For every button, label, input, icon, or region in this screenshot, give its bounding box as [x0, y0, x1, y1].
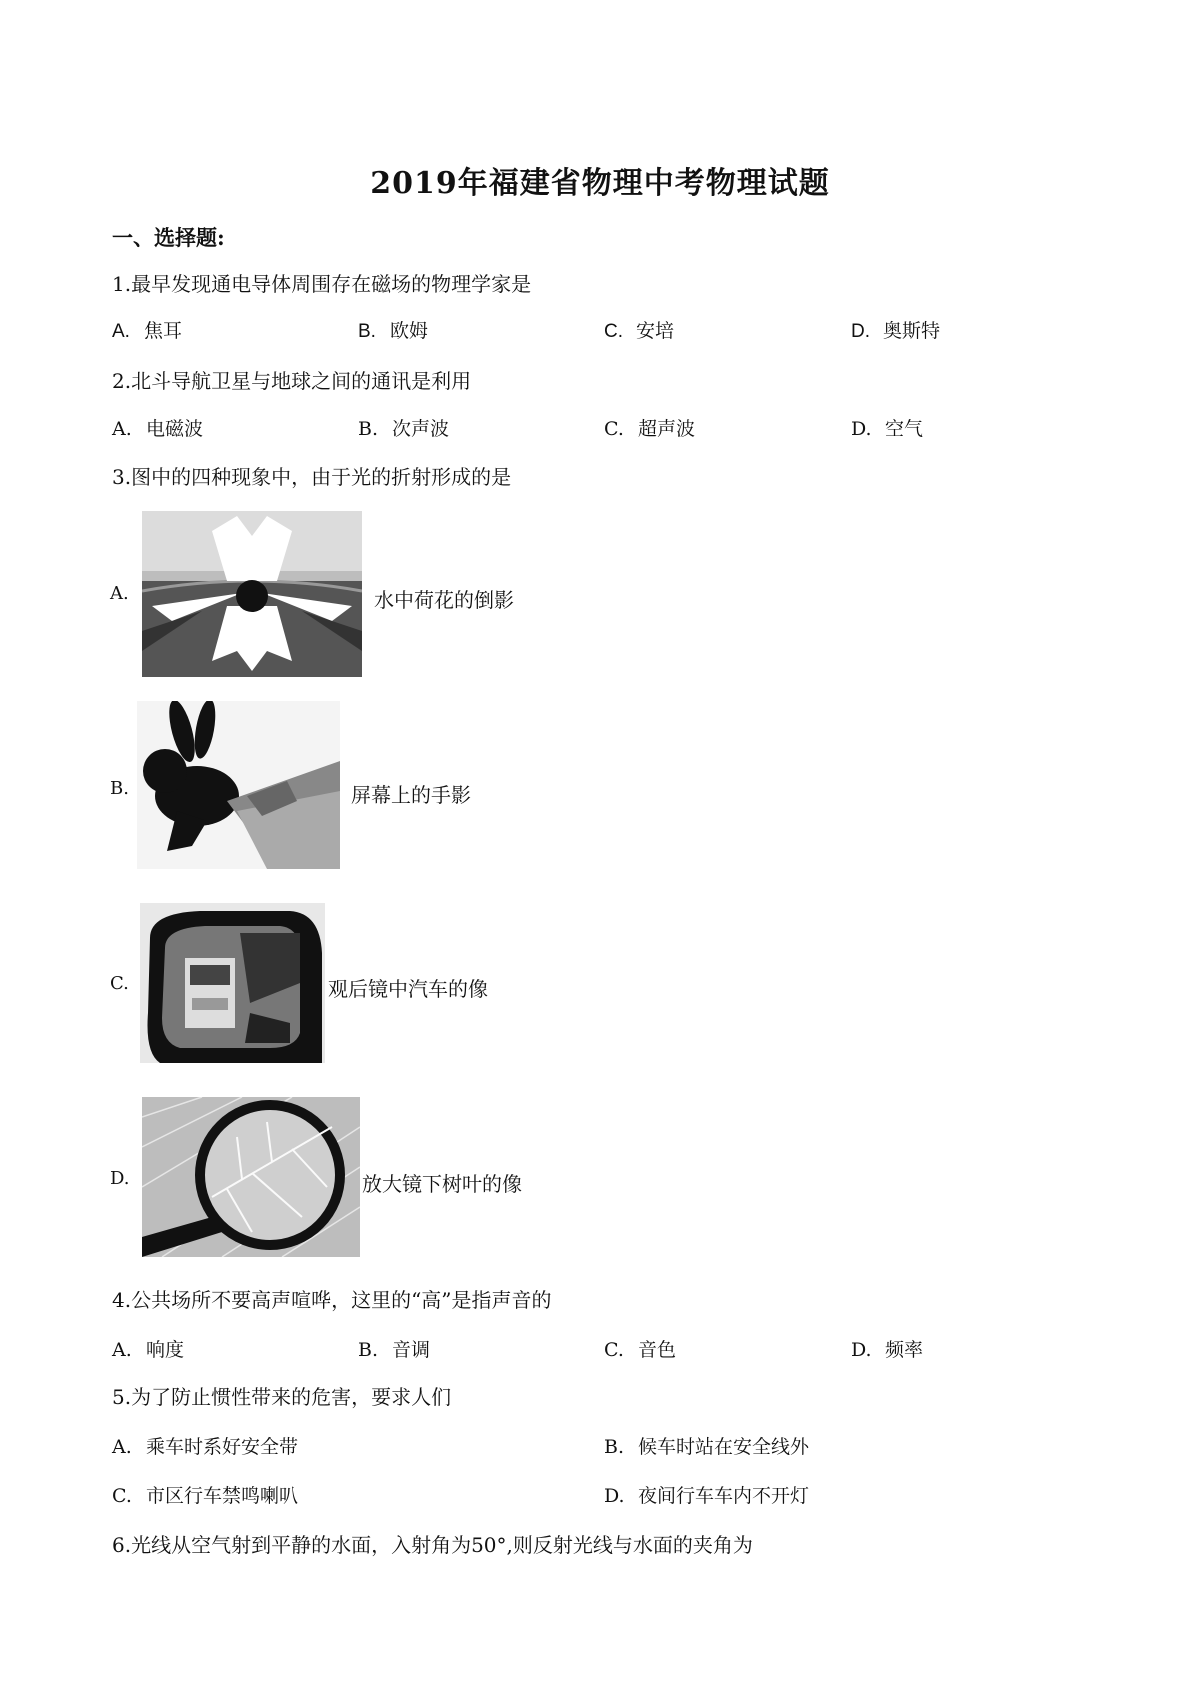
question-3-stem: 3.图中的四种现象中，由于光的折射形成的是	[112, 465, 512, 489]
question-4-option-a: A. 响度	[112, 1339, 185, 1361]
section-heading: 一、选择题:	[112, 225, 225, 250]
question-3-option-c-caption: 观后镜中汽车的像	[328, 977, 488, 1001]
question-1-option-b: B. 欧姆	[358, 320, 429, 342]
question-1-option-c: C. 安培	[604, 320, 675, 342]
question-2-option-c: C. 超声波	[604, 418, 696, 440]
question-2-option-a: A. 电磁波	[112, 418, 204, 440]
question-3-option-d-caption: 放大镜下树叶的像	[362, 1172, 522, 1196]
question-3-option-d-letter: D.	[110, 1168, 130, 1189]
question-5-option-a: A. 乘车时系好安全带	[112, 1436, 299, 1458]
page-title: 2019年福建省物理中考物理试题	[370, 166, 830, 201]
question-2-option-d: D. 空气	[851, 418, 924, 440]
car-side-mirror-photo	[140, 903, 325, 1063]
question-4-option-c: C. 音色	[604, 1339, 677, 1361]
question-5-stem: 5.为了防止惯性带来的危害，要求人们	[112, 1385, 452, 1409]
question-3-option-c-letter: C.	[110, 973, 129, 994]
question-4-option-b: B. 音调	[358, 1339, 431, 1361]
question-4-stem: 4.公共场所不要高声喧哗，这里的“高”是指声音的	[112, 1288, 552, 1312]
magnifier-leaf-photo	[142, 1097, 360, 1257]
question-3-option-b-letter: B.	[110, 778, 129, 799]
question-1-option-a: A. 焦耳	[112, 320, 183, 342]
question-1-stem: 1.最早发现通电导体周围存在磁场的物理学家是	[112, 272, 532, 296]
question-5-option-b: B. 候车时站在安全线外	[604, 1436, 810, 1458]
question-4-option-d: D. 频率	[851, 1339, 924, 1361]
question-3-option-a-caption: 水中荷花的倒影	[374, 588, 514, 612]
question-1-option-d: D. 奥斯特	[851, 320, 941, 342]
question-3-option-a-letter: A.	[110, 583, 129, 604]
question-2-option-b: B. 次声波	[358, 418, 450, 440]
question-6-stem: 6.光线从空气射到平静的水面，入射角为50°,则反射光线与水面的夹角为	[112, 1533, 753, 1557]
question-3-option-b-caption: 屏幕上的手影	[351, 783, 471, 807]
question-5-option-c: C. 市区行车禁鸣喇叭	[112, 1485, 299, 1507]
hand-shadow-rabbit-photo	[137, 701, 340, 869]
lotus-reflection-photo	[142, 511, 362, 677]
question-2-stem: 2.北斗导航卫星与地球之间的通讯是利用	[112, 369, 472, 393]
question-5-option-d: D. 夜间行车车内不开灯	[604, 1485, 810, 1507]
